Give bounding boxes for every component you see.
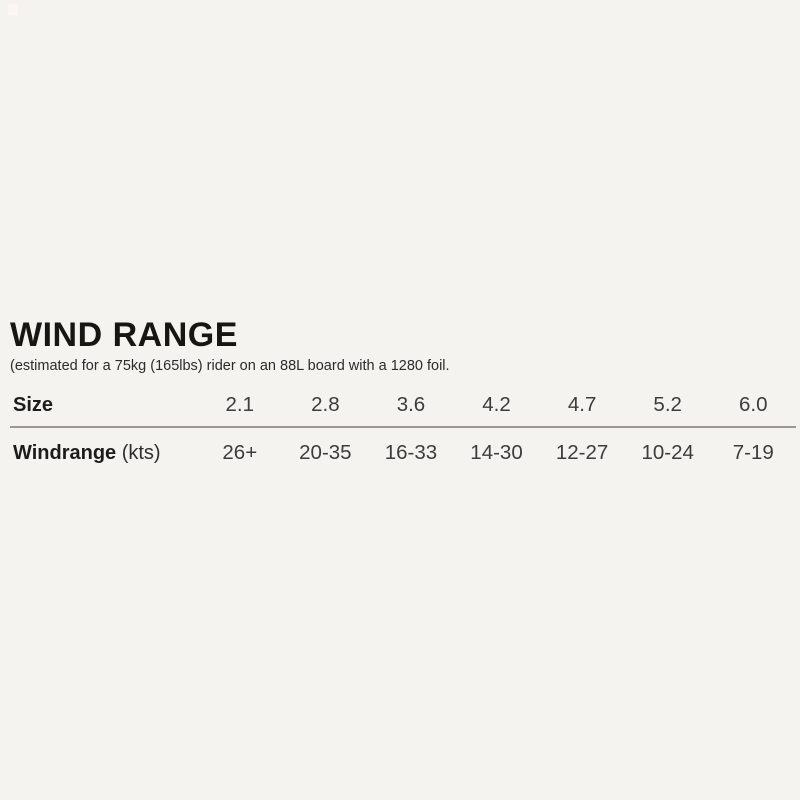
size-value: 4.2 [482, 393, 511, 416]
size-value: 4.7 [567, 393, 597, 416]
size-value: 3.6 [396, 393, 426, 416]
windrange-value: 14-30 [470, 441, 523, 464]
table-row-windrange [10, 428, 796, 478]
windrange-value: 26+ [222, 441, 258, 464]
wind-range-section [10, 318, 796, 375]
windrange-value: 10-24 [641, 441, 694, 464]
table-row-size [10, 384, 796, 428]
row-label-windrange-unit: (kts) [121, 441, 161, 464]
wind-range-table [10, 384, 796, 478]
windrange-value: 20-35 [299, 441, 352, 464]
section-subtitle: (estimated for a 75kg (165lbs) rider on an 88L board with a 1280 foil. [10, 358, 450, 374]
corner-artifact [8, 4, 18, 15]
size-value: 6.0 [739, 393, 768, 416]
size-value: 2.1 [225, 393, 255, 416]
row-label-windrange [10, 442, 197, 465]
size-value: 5.2 [653, 393, 682, 416]
row-label-windrange-text: Windrange [13, 441, 117, 464]
size-value: 2.8 [311, 393, 340, 416]
windrange-value: 16-33 [384, 441, 438, 464]
section-title: WIND RANGE [10, 316, 238, 354]
windrange-value: 7-19 [732, 441, 774, 464]
row-label-size [10, 394, 197, 417]
row-label-size-text: Size [13, 393, 54, 416]
windrange-value: 12-27 [555, 441, 609, 464]
